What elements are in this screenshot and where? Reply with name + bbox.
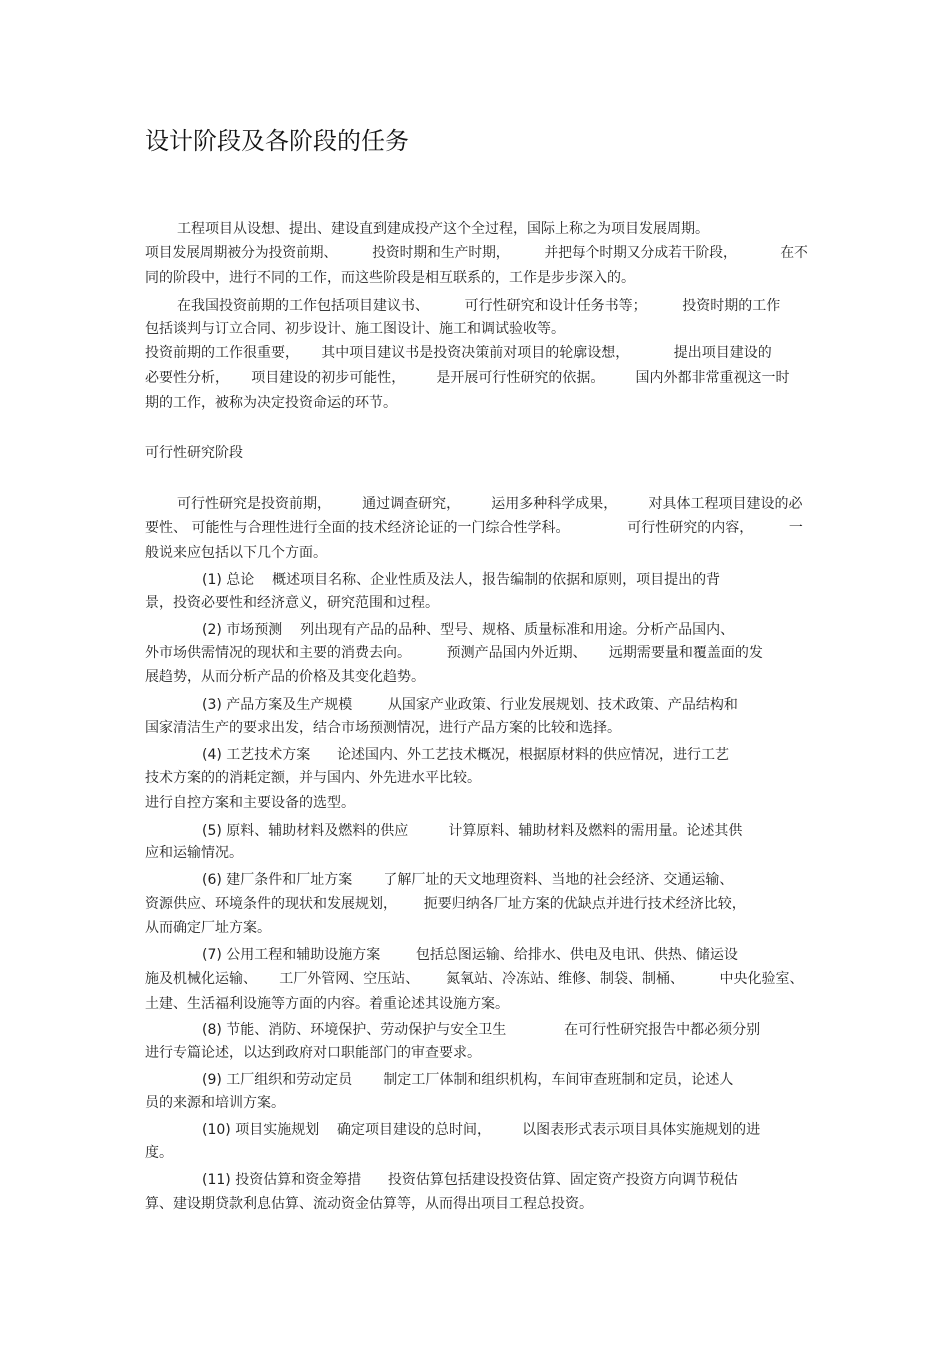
list-item-line: 土建、生活福利设施等方面的内容。着重论述其设施方案。 bbox=[145, 996, 509, 1012]
list-item-line: 施及机械化运输、 工厂外管网、空压站、 氮氧站、冷冻站、维修、制袋、制桶、 中央化验室、 bbox=[145, 971, 804, 987]
list-item-line: (9) 工厂组织和劳动定员 制定工厂体制和组织机构，车间审查班制和定员，论述人 bbox=[202, 1072, 734, 1088]
list-item-line: (5) 原料、辅助材料及燃料的供应 计算原料、辅助材料及燃料的需用量。论述其供 bbox=[202, 823, 743, 839]
paragraph-line: 项目发展周期被分为投资前期、 投资时期和生产时期， 并把每个时期又分成若干阶段， 在不 bbox=[145, 245, 808, 261]
paragraph-line: 期的工作，被称为决定投资命运的环节。 bbox=[145, 395, 397, 411]
list-item-line: (6) 建厂条件和厂址方案 了解厂址的天文地理资料、当地的社会经济、交通运输、 bbox=[202, 872, 734, 888]
list-item-line: 员的来源和培训方案。 bbox=[145, 1095, 285, 1111]
paragraph-line: 可行性研究是投资前期， 通过调查研究， 运用多种科学成果， 对具体工程项目建设的必 bbox=[177, 496, 803, 512]
paragraph-line: 在我国投资前期的工作包括项目建议书、 可行性研究和设计任务书等； 投资时期的工作 bbox=[177, 298, 781, 314]
list-item-line: 进行专篇论述，以达到政府对口职能部门的审查要求。 bbox=[145, 1045, 481, 1061]
list-item-line: (10) 项目实施规划 确定项目建设的总时间， 以图表形式表示项目具体实施规划的进 bbox=[202, 1122, 761, 1138]
list-item-line: (11) 投资估算和资金筹措 投资估算包括建设投资估算、固定资产投资方向调节税估 bbox=[202, 1172, 738, 1188]
list-item-line: (7) 公用工程和辅助设施方案 包括总图运输、给排水、供电及电讯、供热、储运设 bbox=[202, 947, 738, 963]
paragraph-line: 般说来应包括以下几个方面。 bbox=[145, 545, 327, 561]
list-item-line: 资源供应、环境条件的现状和发展规划， 扼要归纳各厂址方案的优缺点并进行技术经济比较， bbox=[145, 896, 746, 912]
list-item-line: 展趋势，从而分析产品的价格及其变化趋势。 bbox=[145, 669, 425, 685]
list-item-line: 进行自控方案和主要设备的选型。 bbox=[145, 795, 355, 811]
list-item-line: (2) 市场预测 列出现有产品的品种、型号、规格、质量标准和用途。分析产品国内、 bbox=[202, 622, 735, 638]
paragraph-line: 包括谈判与订立合同、初步设计、施工图设计、施工和调试验收等。 bbox=[145, 321, 565, 337]
list-item-line: 外市场供需情况的现状和主要的消费去向。 预测产品国内外近期、 远期需要量和覆盖面的发 bbox=[145, 645, 763, 661]
paragraph-line: 工程项目从设想、提出、建设直到建成投产这个全过程，国际上称之为项目发展周期。 bbox=[177, 221, 709, 237]
list-item-line: 应和运输情况。 bbox=[145, 845, 243, 861]
list-item-line: (3) 产品方案及生产规模 从国家产业政策、行业发展规划、技术政策、产品结构和 bbox=[202, 697, 738, 713]
page-title: 设计阶段及各阶段的任务 bbox=[145, 127, 409, 155]
section-heading: 可行性研究阶段 bbox=[145, 445, 243, 461]
list-item-line: 景，投资必要性和经济意义，研究范围和过程。 bbox=[145, 595, 439, 611]
list-item-line: (1) 总论 概述项目名称、企业性质及法人，报告编制的依据和原则，项目提出的背 bbox=[202, 572, 721, 588]
list-item-line: 度。 bbox=[145, 1145, 173, 1161]
paragraph-line: 必要性分析， 项目建设的初步可能性， 是开展可行性研究的依据。 国内外都非常重视这一时 bbox=[145, 370, 790, 386]
list-item-line: (8) 节能、消防、环境保护、劳动保护与安全卫生 在可行性研究报告中都必须分别 bbox=[202, 1022, 761, 1038]
paragraph-line: 投资前期的工作很重要， 其中项目建议书是投资决策前对项目的轮廓设想， 提出项目建设的 bbox=[145, 345, 772, 361]
list-item-line: (4) 工艺技术方案 论述国内、外工艺技术概况，根据原材料的供应情况，进行工艺 bbox=[202, 747, 729, 763]
list-item-line: 算、建设期贷款利息估算、流动资金估算等，从而得出项目工程总投资。 bbox=[145, 1196, 593, 1212]
paragraph-line: 要性、 可能性与合理性进行全面的技术经济论证的一门综合性学科。 可行性研究的内容， 一 bbox=[145, 520, 803, 536]
list-item-line: 技术方案的的消耗定额，并与国内、外先进水平比较。 bbox=[145, 770, 481, 786]
list-item-line: 国家清洁生产的要求出发，结合市场预测情况，进行产品方案的比较和选择。 bbox=[145, 720, 621, 736]
list-item-line: 从而确定厂址方案。 bbox=[145, 920, 271, 936]
paragraph-line: 同的阶段中，进行不同的工作，而这些阶段是相互联系的，工作是步步深入的。 bbox=[145, 270, 635, 286]
